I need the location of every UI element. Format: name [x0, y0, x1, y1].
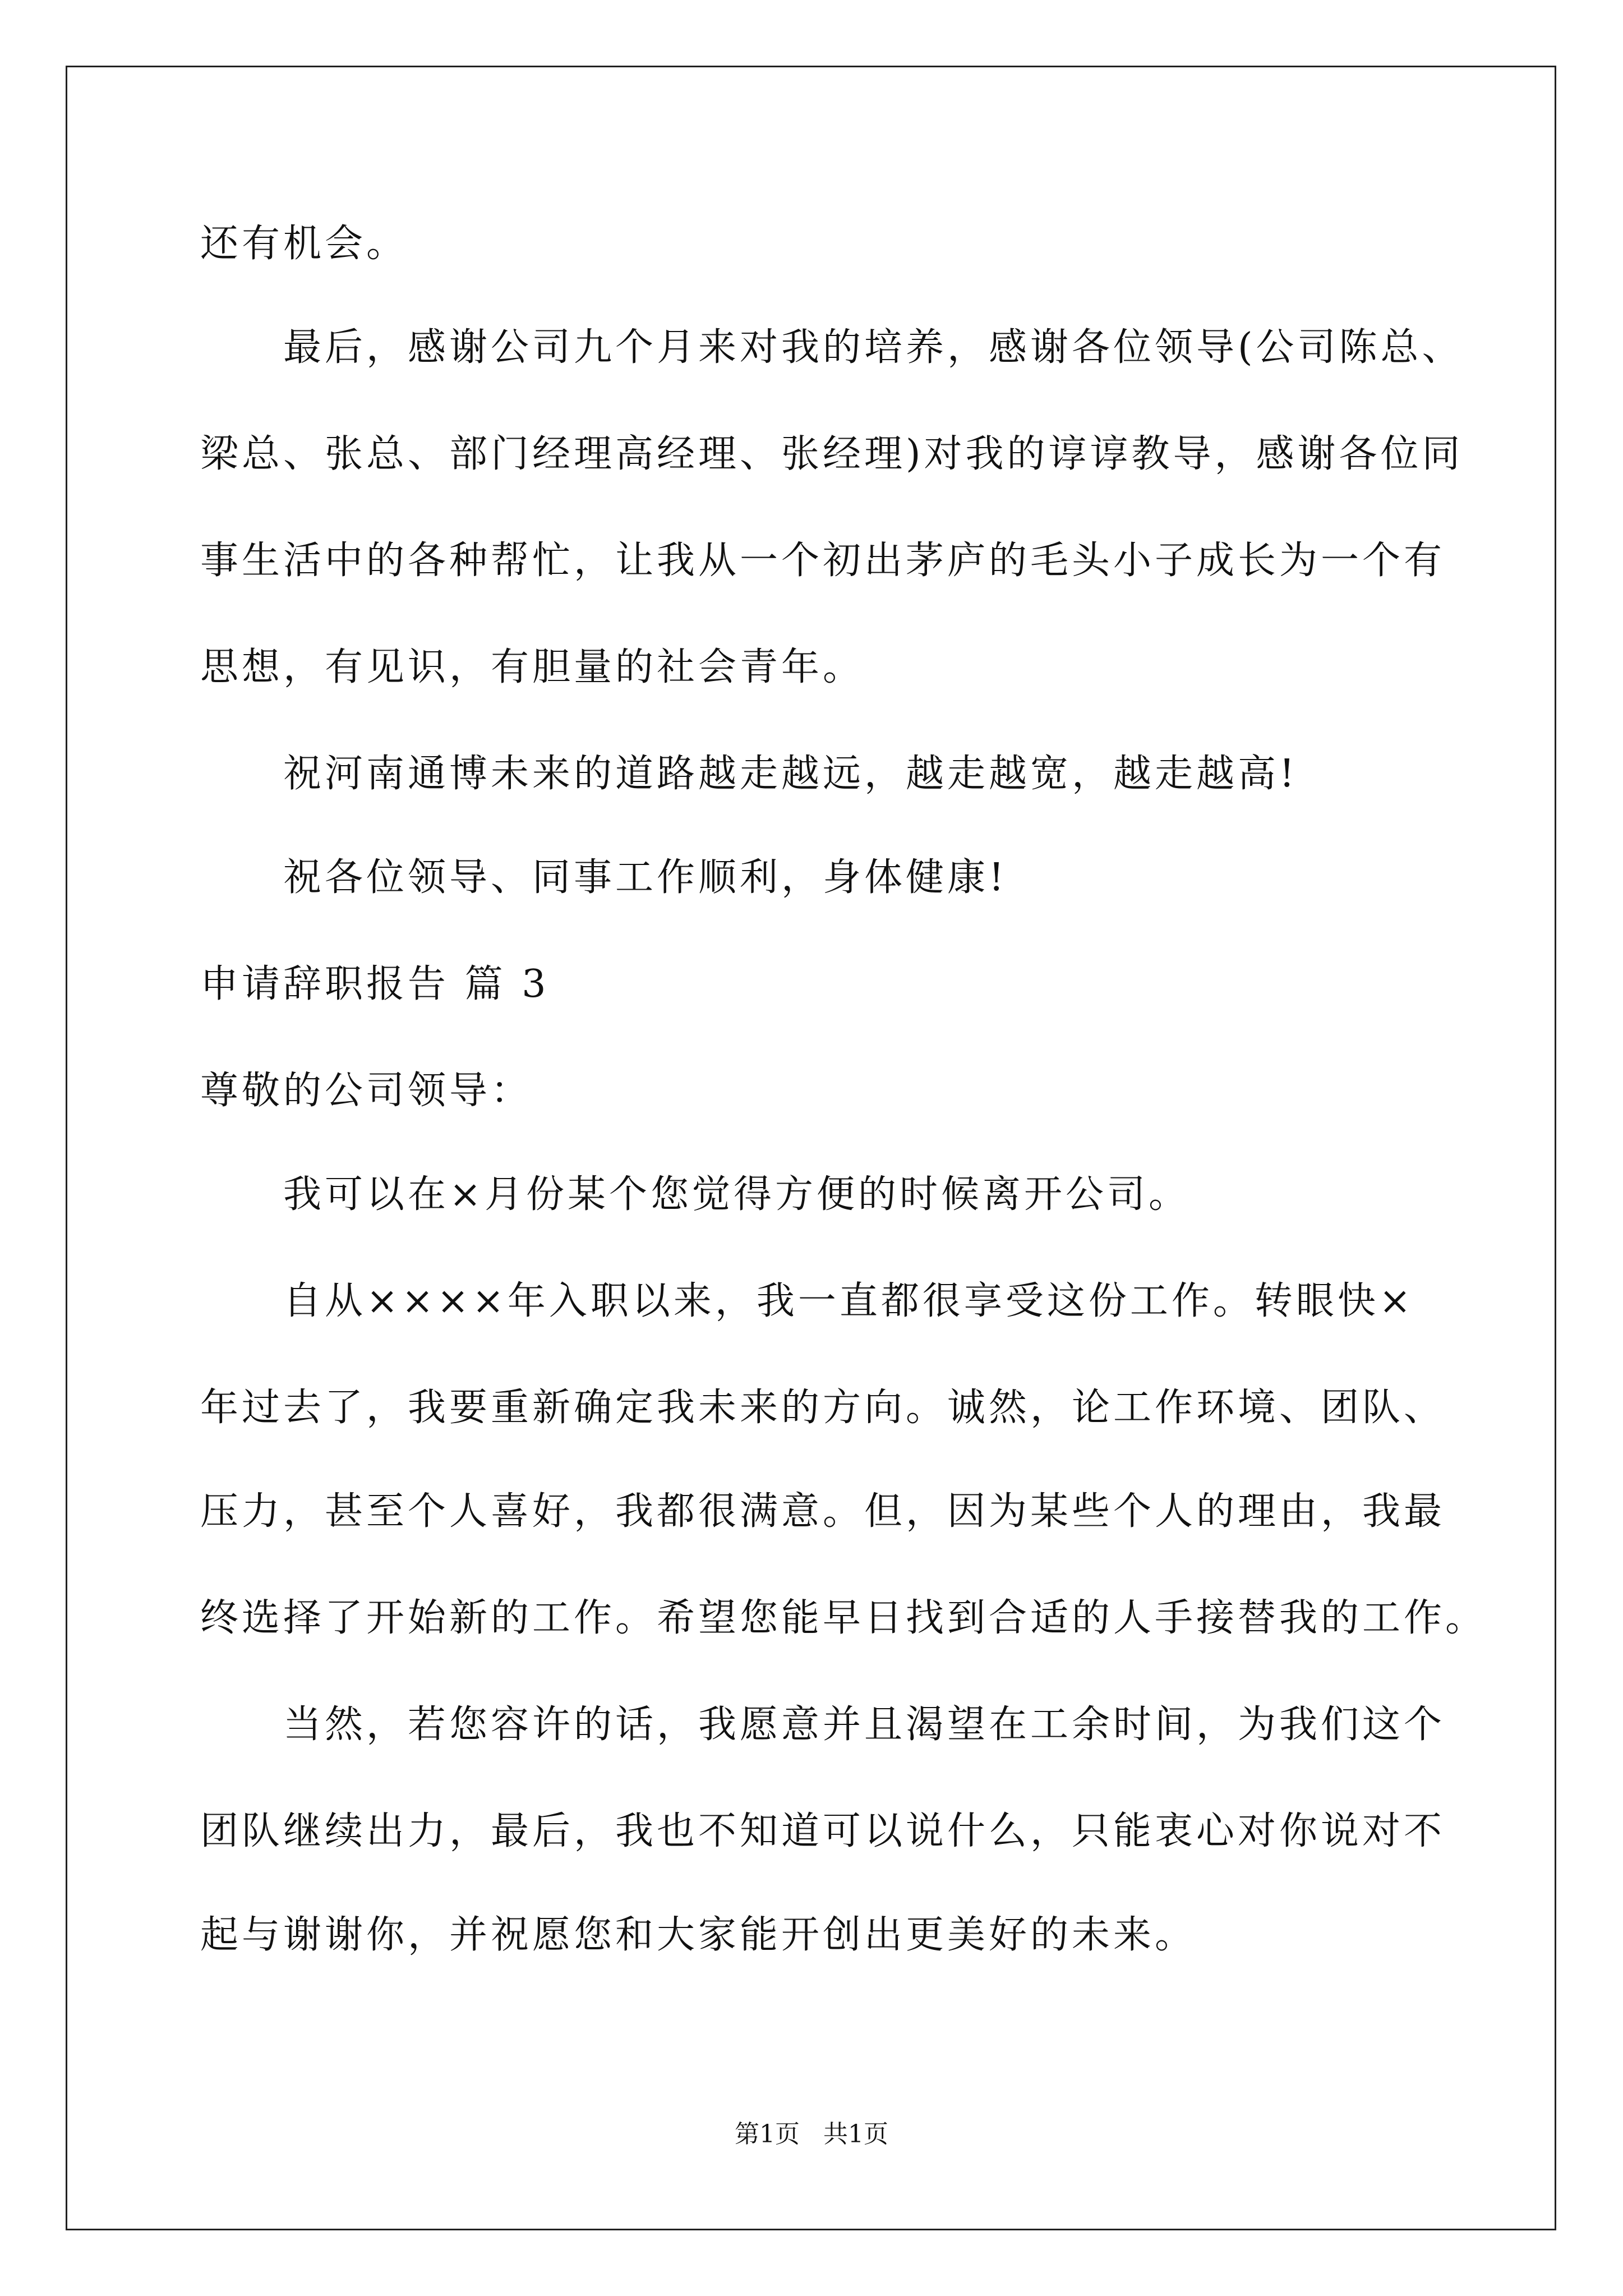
text-line-1: 还有机会。: [200, 222, 408, 266]
section-heading: 申请辞职报告 篇 3: [200, 962, 550, 1006]
text-line-14: 终选择了开始新的工作。希望您能早日找到合适的人手接替我的工作。: [200, 1596, 1487, 1640]
text-line-12: 年过去了，我要重新确定我未来的方向。诚然，论工作环境、团队、: [200, 1386, 1446, 1430]
text-line-13: 压力，甚至个人喜好，我都很满意。但，因为某些个人的理由，我最: [200, 1489, 1446, 1534]
text-line-10: 我可以在×月份某个您觉得方便的时候离开公司。: [283, 1172, 1190, 1217]
text-line-11: 自从××××年入职以来，我一直都很享受这份工作。转眼快×: [283, 1279, 1414, 1323]
text-line-7: 祝各位领导、同事工作顺利，身体健康!: [283, 855, 1008, 900]
text-line-5: 思想，有见识，有胆量的社会青年。: [200, 645, 865, 689]
text-line-4: 事生活中的各种帮忙，让我从一个初出茅庐的毛头小子成长为一个有: [200, 539, 1446, 583]
text-line-17: 起与谢谢你，并祝愿您和大家能开创出更美好的未来。: [200, 1913, 1197, 1957]
text-line-6: 祝河南通博未来的道路越走越远，越走越宽，越走越高!: [283, 752, 1298, 796]
salutation: 尊敬的公司领导：: [200, 1069, 533, 1113]
page-border: [66, 66, 1556, 2230]
page-number: 第1页 共1页: [735, 2120, 888, 2148]
text-line-16: 团队继续出力，最后，我也不知道可以说什么，只能衷心对你说对不: [200, 1809, 1446, 1853]
text-line-15: 当然，若您容许的话，我愿意并且渴望在工余时间，为我们这个: [283, 1703, 1446, 1747]
text-line-2: 最后，感谢公司九个月来对我的培养，感谢各位领导(公司陈总、: [283, 325, 1464, 370]
text-line-3: 梁总、张总、部门经理高经理、张经理)对我的谆谆教导，感谢各位同: [200, 432, 1464, 476]
